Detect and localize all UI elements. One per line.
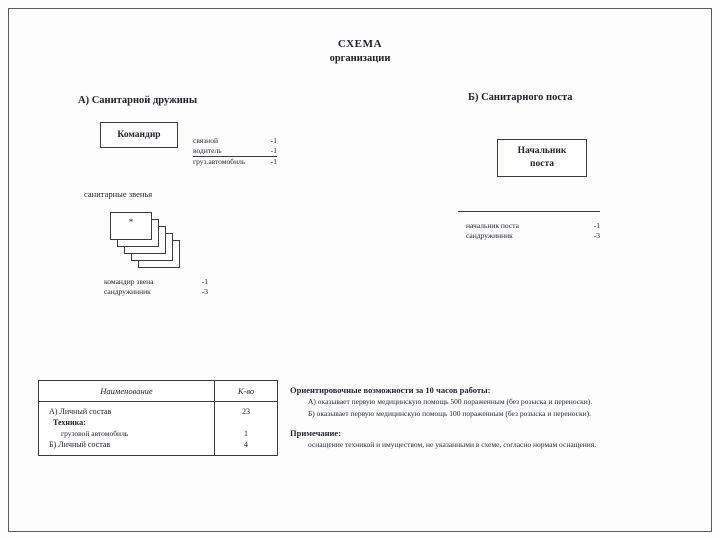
staff-count: -1 (201, 277, 208, 286)
note-title: Примечание: (290, 428, 342, 438)
title-line-2: организации (329, 53, 391, 64)
staff-line-sandru (104, 287, 208, 297)
table-cell-name: Техника: (39, 417, 215, 428)
table-header-count: К-во (237, 386, 255, 396)
post-chief-box-line-2: поста (530, 159, 554, 169)
table-row (39, 439, 277, 455)
title-line-1: СХЕМА (337, 38, 383, 50)
table-cell-value (215, 417, 277, 428)
staff-label: водитель (193, 146, 222, 155)
table-row (39, 428, 277, 439)
post-chief-box (497, 139, 587, 177)
staff-count: -1 (270, 146, 277, 155)
staff-count: -1 (593, 221, 600, 230)
unit-card-mark: * (128, 217, 134, 227)
unit-card-front (110, 212, 152, 240)
unit-staff-list (104, 277, 208, 297)
table-header-row (39, 381, 277, 402)
table-cell-name: грузовой автомобиль (39, 428, 215, 439)
page-title (0, 38, 720, 64)
staff-count: -3 (201, 287, 208, 296)
staff-label: груз.автомобиль (193, 157, 246, 166)
staff-label: сандружинник (104, 287, 151, 296)
post-staff-divider-line (458, 211, 600, 212)
staff-label: сандружинник (466, 231, 513, 240)
commander-box: Командир (100, 122, 178, 148)
capability-b: Б) оказывает первую медицинскую помощь 100 пораженным (без розыска и переноски). (308, 409, 592, 418)
staff-line-post-sandru (466, 231, 600, 241)
sanitary-units-label: санитарные звенья (84, 189, 153, 199)
post-staff-list (466, 221, 600, 241)
section-a-heading: А) Санитарной дружины (78, 95, 198, 106)
staff-label: начальник поста (466, 221, 519, 230)
table-cell-value: 4 (244, 440, 248, 449)
notes-block (290, 385, 714, 450)
staff-line-voditel (193, 146, 277, 156)
staff-line-post-chief (466, 221, 600, 231)
staff-count: -1 (270, 157, 277, 166)
staff-label: связной (193, 136, 218, 145)
summary-table (38, 380, 278, 456)
post-chief-box-line-1: Начальник (517, 146, 567, 156)
sanitary-units-stack (110, 212, 180, 268)
capabilities-title: Ориентировочные возможности за 10 часов работы: (290, 385, 491, 395)
table-cell-value: 23 (242, 407, 250, 416)
capability-a: А) оказывает первую медицинскую помощь 500 пораженным (без розыска и переноски). (308, 397, 593, 406)
staff-line-truck (193, 156, 277, 167)
table-cell-name: Б) Личный состав (39, 439, 215, 455)
note-text: оснащение техникой и имуществом, не указанными в схеме, согласно нормам оснащения. (308, 440, 597, 449)
staff-count: -3 (593, 231, 600, 240)
table-row (39, 417, 277, 428)
staff-label: командир звена (104, 277, 154, 286)
table-cell-name: А) Личный состав (39, 402, 215, 417)
staff-count: -1 (270, 136, 277, 145)
staff-line-svyaznoy (193, 136, 277, 146)
table-cell-value: 1 (244, 429, 248, 438)
table-header-name: Наименование (39, 381, 215, 401)
section-b-heading: Б) Санитарного поста (468, 92, 573, 103)
staff-line-unit-commander (104, 277, 208, 287)
table-row (39, 402, 277, 417)
commander-staff-list (193, 136, 277, 167)
